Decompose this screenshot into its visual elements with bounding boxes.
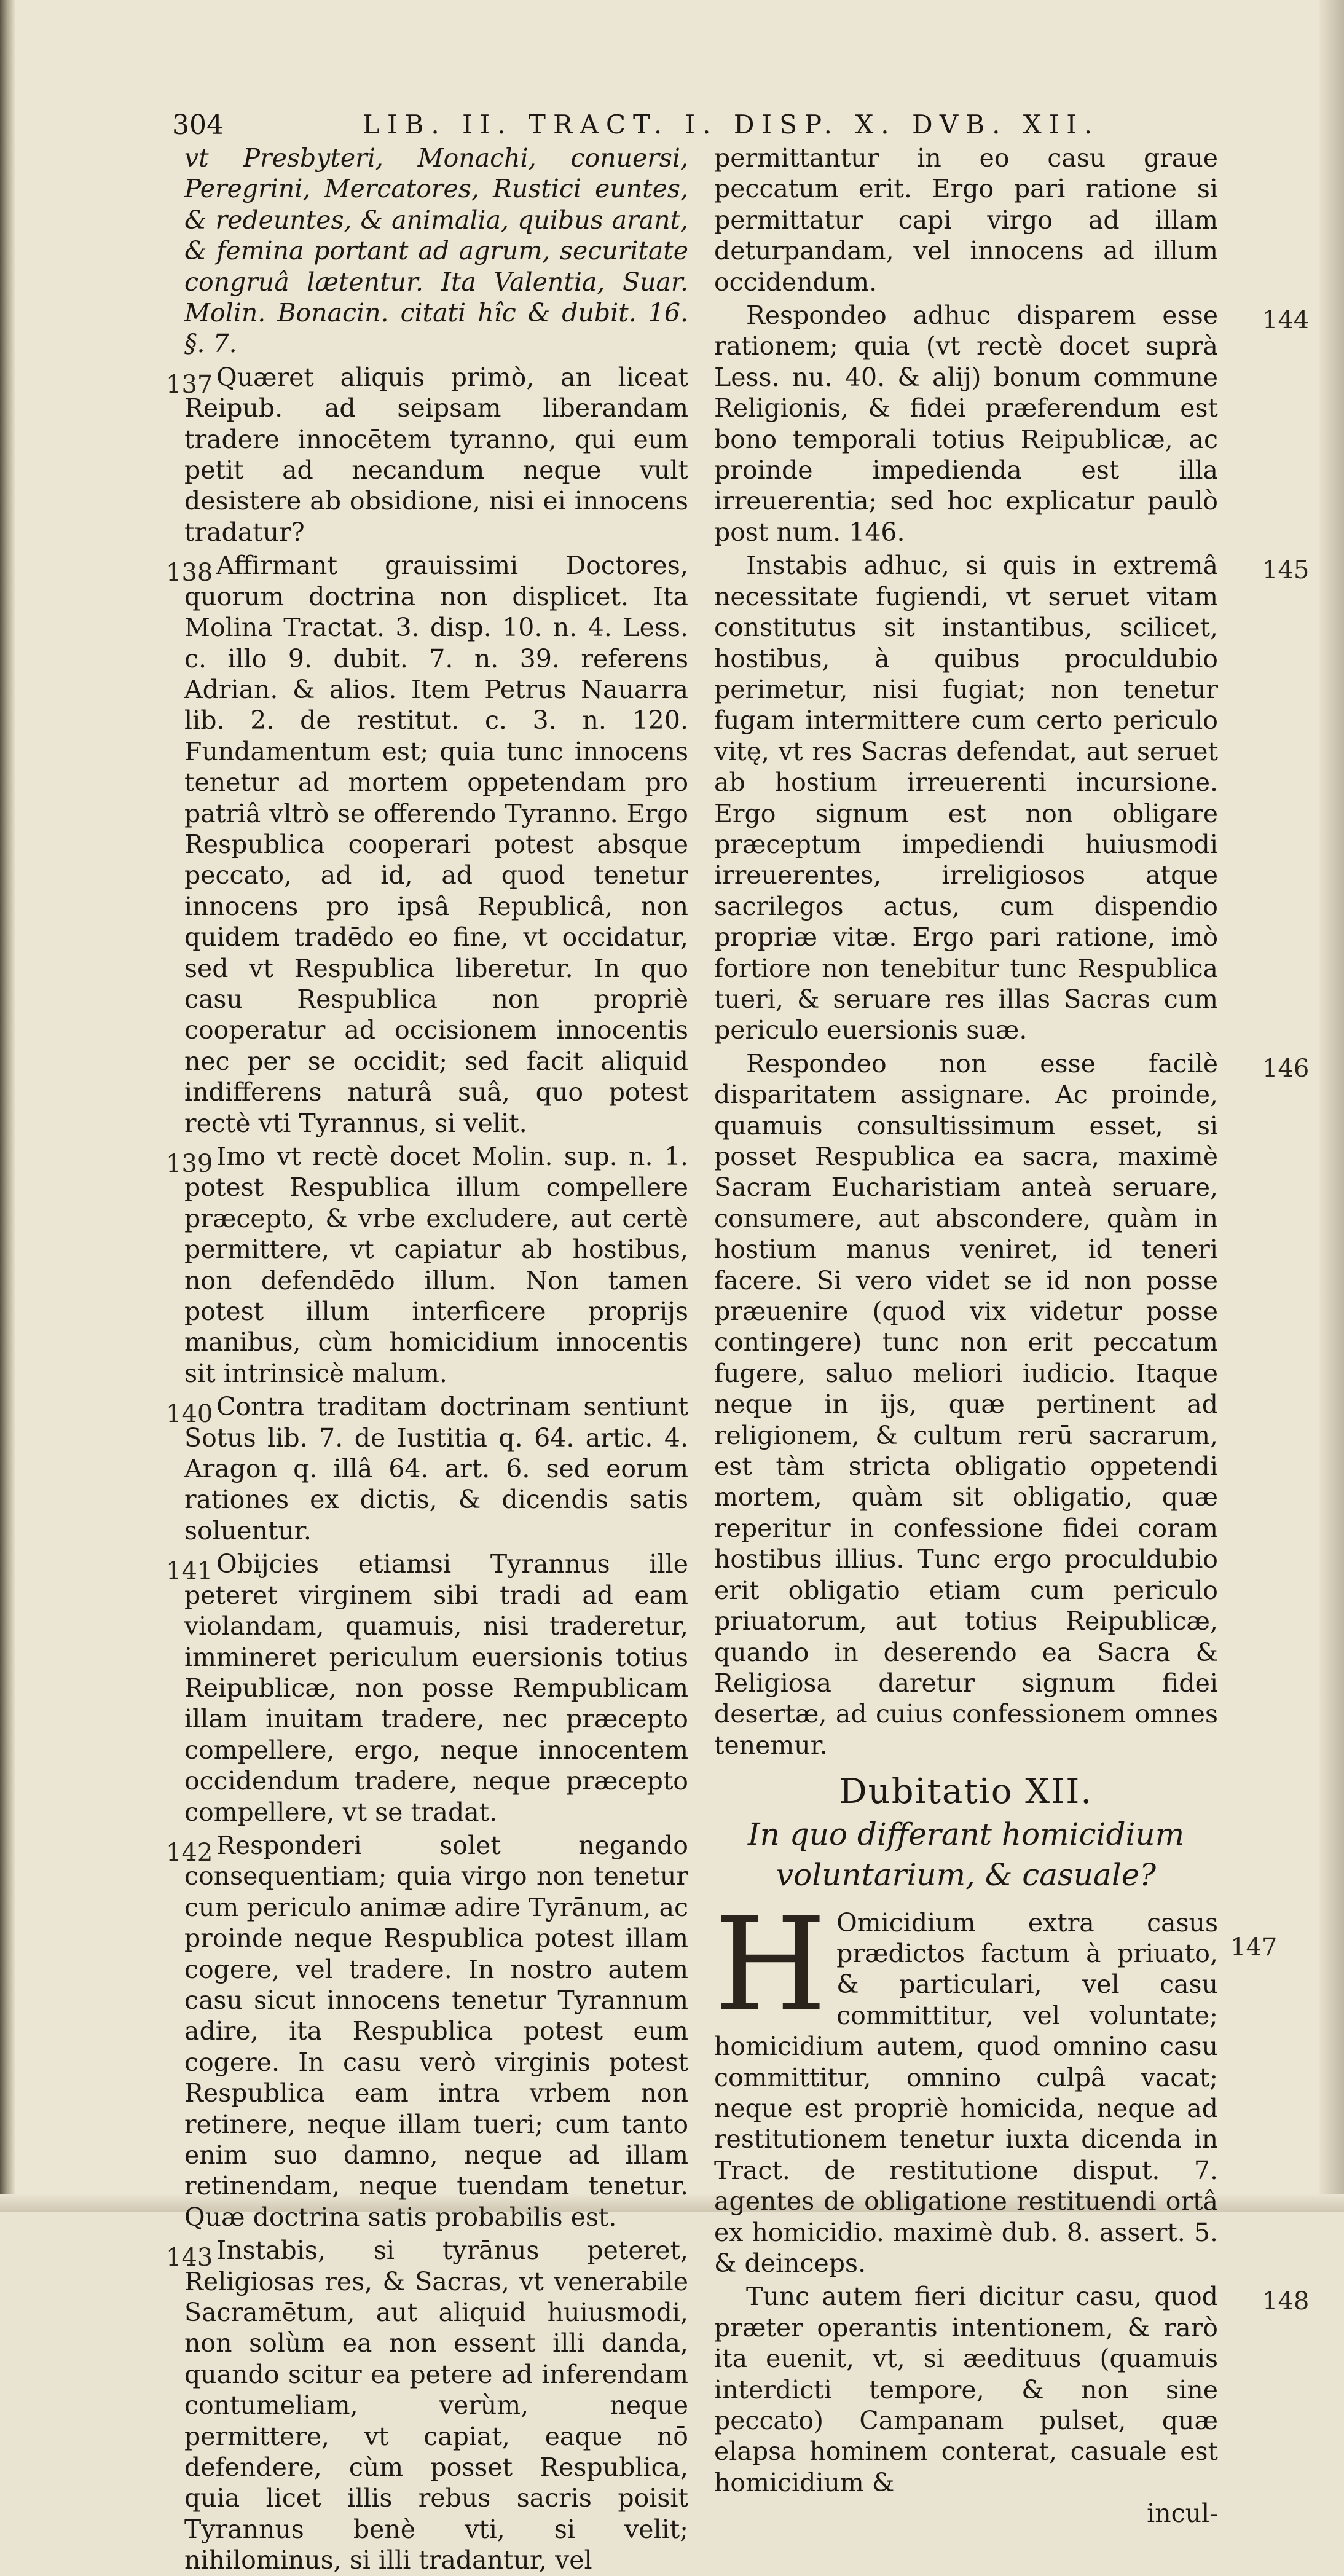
paragraph — [166, 1830, 688, 2232]
paragraph — [166, 1549, 688, 1828]
paragraph-text: Affirmant grauissimi Doctores, quorum doctrina non displicet. Ita Molina Tractat. 3. disp. 10. n. 4. Less. c. illo 9. dubit. 7. n. 39. referens Adrian. & alios. Item Petrus Nauarra lib. 2. de restitut. c. 3. n. 120. Fundamentum est; quia tunc innocens tenetur ad mortem oppetendam pro patriâ vltrò se offerendo Tyranno. Ergo Respublica cooperari potest absque peccato, ad id, ad quod tenetur innocens pro ipsâ Republicâ, non quidem tradēdo eo fine, vt occidatur, sed vt Respublica liberetur. In quo casu Respublica non propriè cooperatur ad occisionem innocentis nec per se occidit; sed facit aliquid indifferens naturâ suâ, quo potest rectè vti Tyrannus, si velit. — [184, 551, 688, 1138]
paragraph-text: Respondeo adhuc disparem esse rationem; quia (vt rectè docet suprà Less. nu. 40. & alij) bonum commune Religionis, & fidei præferendum est bono temporali totius Reipublicæ, ac proinde impedienda est illa irreuerentia; sed hoc explicatur paulò post num. 146. — [714, 300, 1218, 547]
paragraph-text: Instabis, si tyrānus peteret, Religiosas res, & Sacras, vt venerabile Sacramētum, aut aliquid huiusmodi, non solùm ea non essent illi danda, quando scitur ea petere ad inferendam contumeliam, verùm, neque permittere, vt capiat, eaque nō defendere, cùm posset Respublica, quia licet illis rebus sacris poisit Tyrannus benè vti, si velit; nihilominus, si illi tradantur, vel — [184, 2236, 688, 2575]
marginal-number: 143 — [166, 2244, 213, 2272]
paragraph — [166, 362, 688, 548]
paragraph-text: Tunc autem fieri dicitur casu, quod præter operantis intentionem, & rarò ita euenit, vt, si æedituus (quamuis interdicti tempore, & non sine peccato) Campanam pulset, quæ elapsa hominem conterat, casuale est homicidium & — [714, 2282, 1218, 2497]
page-number: 304 — [172, 109, 224, 141]
paragraph-text: Omicidium extra casus prædictos factum à priuato, & particulari, vel casu committitur, vel voluntate; homicidium autem, quod omnino casu committitur, omnino culpâ vacat; neque est propriè homicida, neque ad restitutionem tenetur iuxta dicenda in Tract. de restitutione disput. 7. agentes de obligatione restituendi ortâ ex homicidio. maximè dub. 8. assert. 5. & deinceps. — [714, 1907, 1218, 2278]
paragraph — [166, 2235, 688, 2575]
paragraph-text: Instabis adhuc, si quis in extremâ necessitate fugiendi, vt seruet vitam constitutus sit instantibus, scilicet, hostibus, à quibus proculdubio perimetur, nisi fugiat; non tenetur fugam intermittere cum certo periculo vitę, vt res Sacras defendat, aut seruet ab hostium irreuerenti incursione. Ergo signum est non obligare præceptum impediendi huiusmodi irreuerentes, irreligiosos atque sacrilegos actus, cum dispendio propriæ vitæ. Ergo pari ratione, imò fortiore non tenebitur tunc Respublica tueri, & seruare res illas Sacras cum periculo euersionis suæ. — [714, 551, 1218, 1045]
paragraph-text: Quæret aliquis primò, an liceat Reipub. ad seipsam liberandam tradere innocētem tyranno, qui eum petit ad necandum neque vult desistere ab obsidione, nisi ei innocens tradatur? — [184, 362, 688, 547]
paragraph-text: Obijcies etiamsi Tyrannus ille peteret virginem sibi tradi ad eam violandam, quamuis, nisi traderetur, immineret periculum euersionis totius Reipublicæ, non posse Rempublicam illam inuitam tradere, nec præcepto compellere, ergo, neque innocentem occidendum tradere, neque præcepto compellere, vt se tradat. — [184, 1549, 688, 1827]
catchword: incul- — [1147, 2499, 1218, 2529]
marginal-number: 147 — [1230, 1933, 1278, 1961]
page-edge-shadow — [1319, 0, 1344, 2212]
marginal-number: 146 — [1262, 1054, 1310, 1083]
paragraph — [714, 1048, 1310, 1761]
paragraph-text: vt Presbyteri, Monachi, conuersi, Peregrini, Mercatores, Rustici euntes, & redeuntes, & animalia, quibus arant, & femina portant ad agrum, securitate congruâ lætentur. Ita Valentia, Suar. Molin. Bonacin. citati hîc & dubit. 16. §. 7. — [184, 143, 688, 359]
marginal-number: 145 — [1262, 556, 1310, 585]
section-heading: Dubitatio XII. — [839, 1772, 1093, 1812]
marginal-number: 142 — [166, 1838, 213, 1867]
marginal-number: 140 — [166, 1400, 213, 1429]
paragraph — [166, 1141, 688, 1389]
paragraph-text: Responderi solet negando consequentiam; quia virgo non tenetur cum periculo animæ adire Tyrānum, ac proinde neque Respublica potest illam cogere, vel tradere. In nostro autem casu sicut innocens tenetur Tyrannum adire, ita Respublica potest eum cogere. In casu verò virginis potest Respublica eam intra vrbem non retinere, neque illam tueri; cum tanto enim suo damno, neque ad illam retinendam, neque tuendam tenetur. Quæ doctrina satis probabilis est. — [184, 1830, 688, 2232]
paragraph — [714, 2281, 1310, 2498]
paragraph-text: Imo vt rectè docet Molin. sup. n. 1. potest Respublica illum compellere præcepto, & vrbe excludere, aut certè permittere, vt capiatur ab hostibus, non defendēdo illum. Non tamen potest illum interficere proprijs manibus, cùm homicidium innocentis sit intrinsicè malum. — [184, 1142, 688, 1388]
paragraph — [166, 1391, 688, 1546]
paragraph — [166, 550, 688, 1139]
paragraph — [714, 1889, 1278, 2279]
marginal-number: 144 — [1262, 306, 1310, 335]
left-column — [166, 143, 688, 2576]
marginal-number: 139 — [166, 1150, 213, 1178]
drop-cap: H — [714, 1889, 827, 2040]
right-column — [714, 143, 1310, 2529]
marginal-number: 141 — [166, 1557, 213, 1586]
paragraph — [184, 143, 688, 359]
paragraph-text: permittantur in eo casu graue peccatum erit. Ergo pari ratione si permittatur capi virgo ad illam deturpandam, vel innocens ad illum occidendum. — [714, 143, 1218, 297]
gutter-shadow — [0, 0, 15, 2212]
paragraph — [714, 143, 1218, 297]
paragraph — [714, 300, 1310, 548]
marginal-number: 138 — [166, 559, 213, 587]
section-subtitle: In quo differant homicidium voluntarium, & casuale? — [747, 1816, 1185, 1893]
marginal-number: 148 — [1262, 2287, 1310, 2316]
paragraph — [714, 550, 1310, 1046]
marginal-number: 137 — [166, 370, 213, 399]
paragraph-text: Respondeo non esse facilè disparitatem assignare. Ac proinde, quamuis consultissimum esset, si posset Respublica ea sacra, maximè Sacram Eucharistiam anteà seruare, consumere, aut abscondere, quàm in hostium manus veniret, id teneri facere. Si vero videt se id non posse præuenire (quod vix videtur posse contingere) tunc non erit peccatum fugere, saluo meliori iudicio. Itaque neque in ijs, quæ pertinent ad religionem, & cultum rerū sacrarum, est tàm stricta obligatio oppetendi mortem, quàm sit obligatio, quæ reperitur in confessione fidei coram hostibus illius. Tunc ergo proculdubio erit obligatio etiam cum periculo priuatorum, aut totius Reipublicæ, quando in deserendo ea Sacra & Religiosa daretur signum fidei desertæ, ad cuius confessionem omnes tenemur. — [714, 1048, 1218, 1760]
page-header — [172, 109, 1241, 146]
running-head: LIB. II. TRACT. I. DISP. X. DVB. XII. — [363, 109, 1100, 139]
paragraph-text: Contra traditam doctrinam sentiunt Sotus lib. 7. de Iustitia q. 64. artic. 4. Aragon q. illâ 64. art. 6. sed eorum rationes ex dictis, & dicendis satis soluentur. — [184, 1392, 688, 1545]
